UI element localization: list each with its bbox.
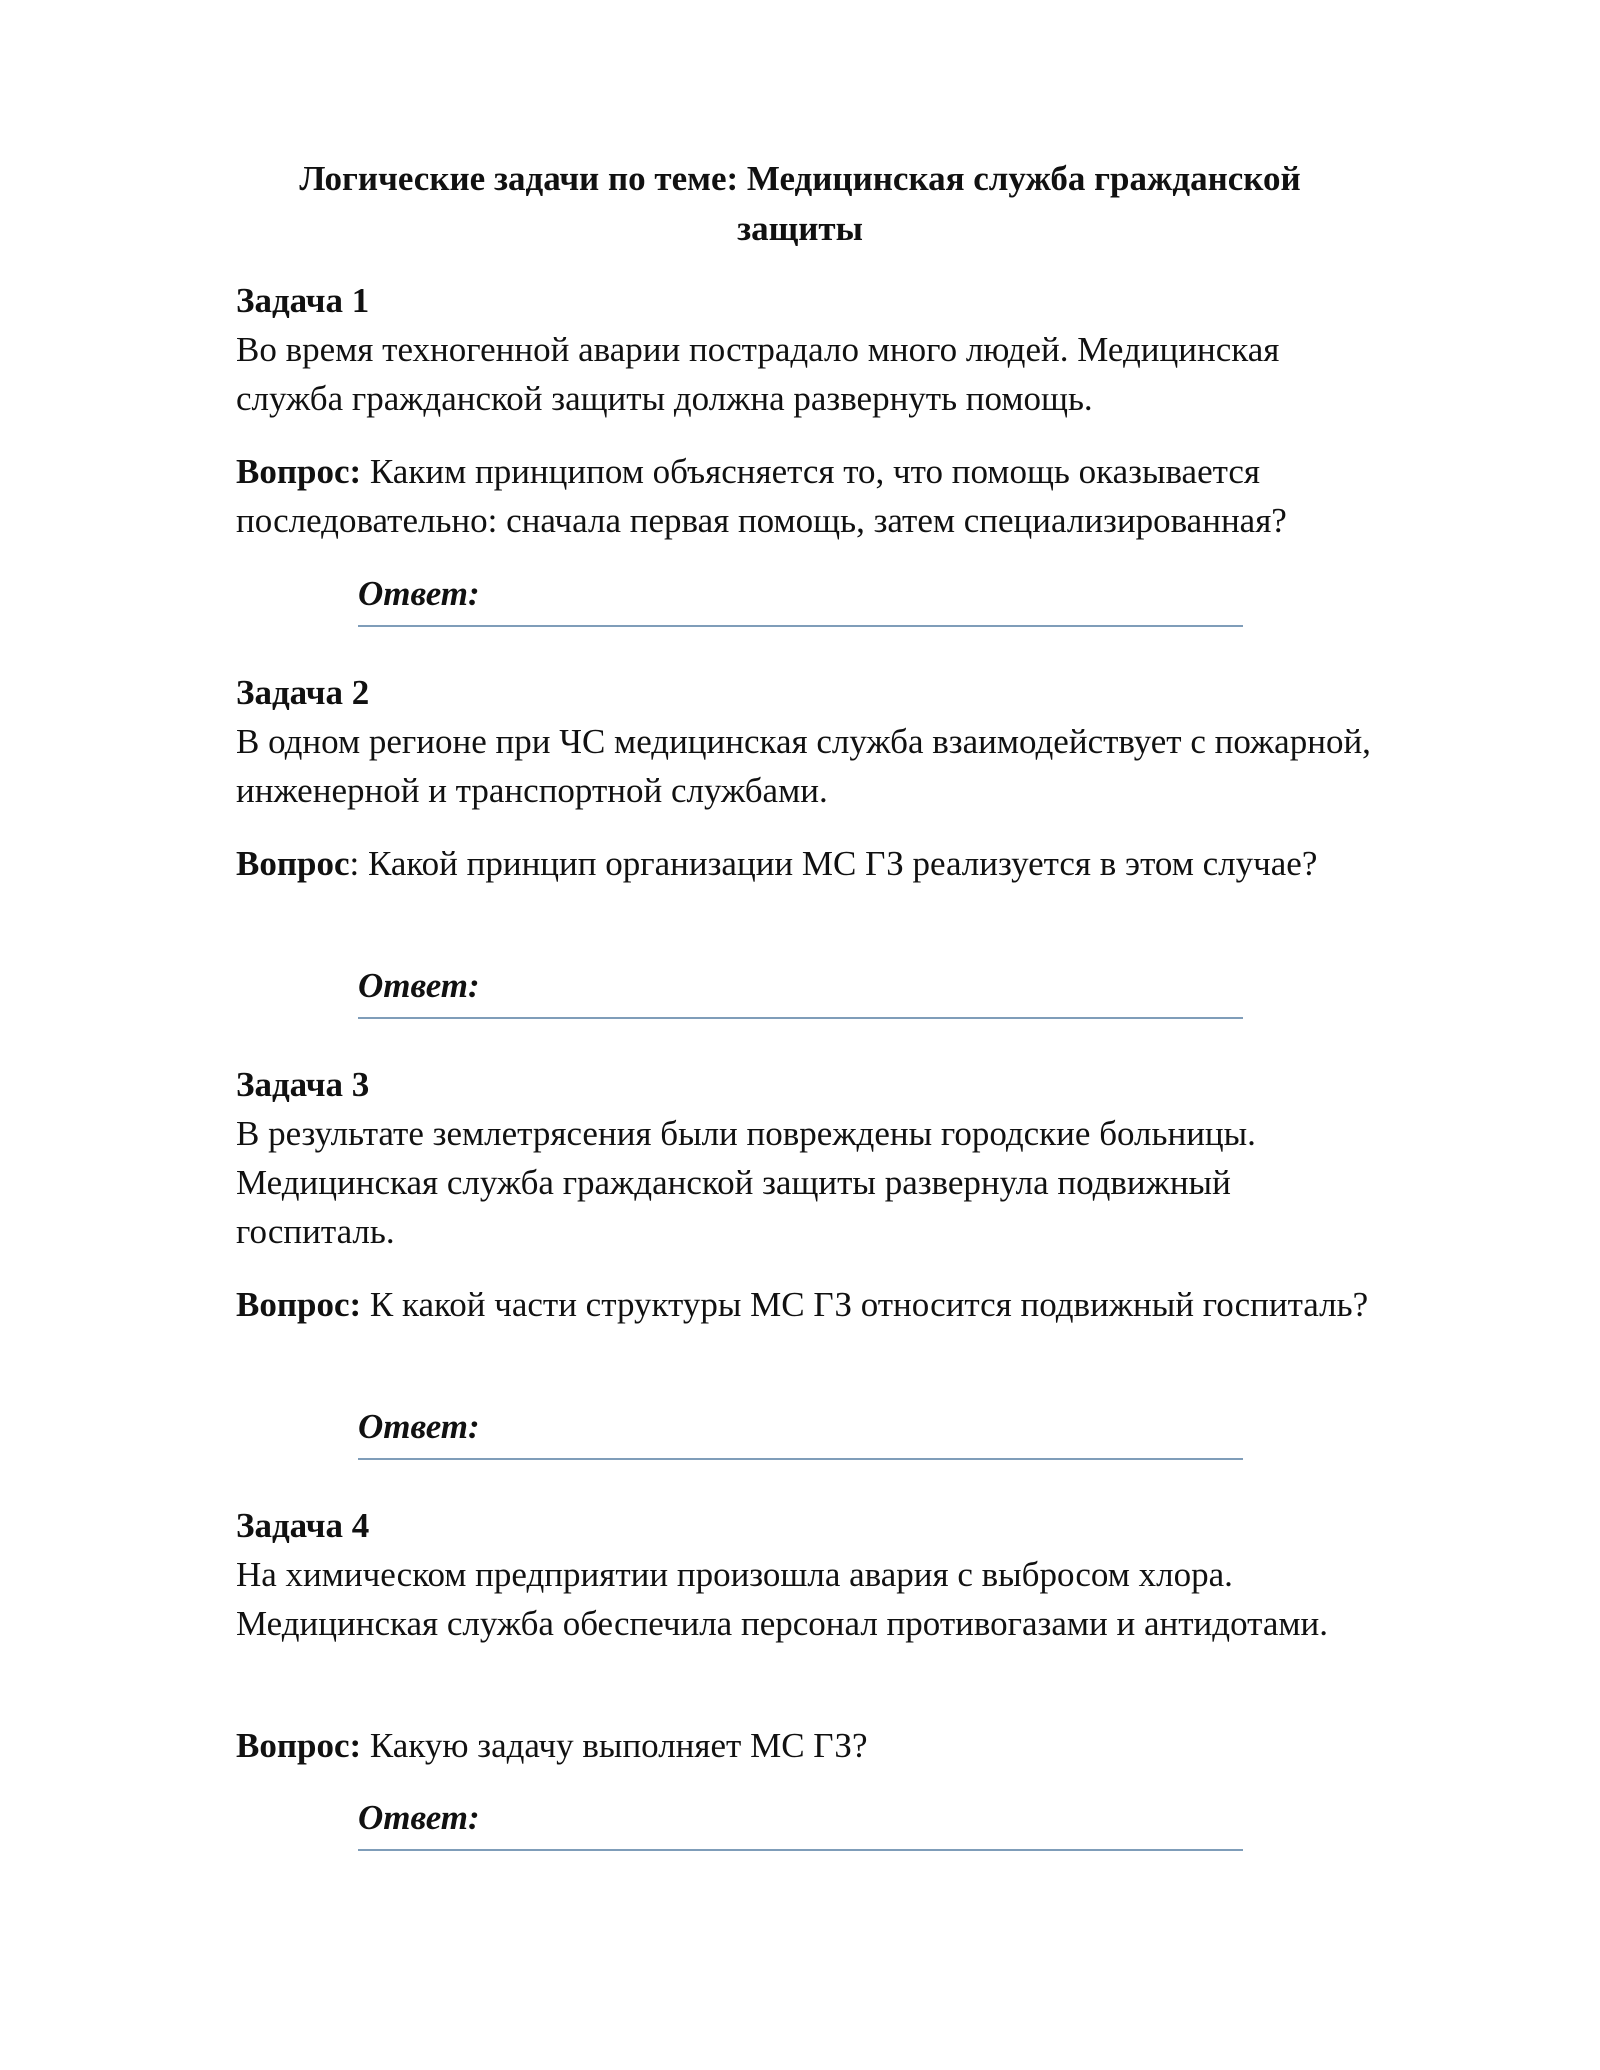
task-1-statement xyxy=(236,276,1376,423)
task-4-text: На химическом предприятии произошла авария с выбросом хлора. Медицинская служба обеспечила персонал противогазами и антидотами. xyxy=(236,1555,1329,1643)
task-2-question-label: Вопрос xyxy=(236,844,350,883)
task-2-statement xyxy=(236,668,1376,815)
task-2-question xyxy=(236,839,1376,888)
task-4-answer-label: Ответ: xyxy=(358,1798,480,1837)
task-4-question xyxy=(236,1721,1376,1770)
task-2-text: В одном регионе при ЧС медицинская служба взаимодействует с пожарной, инженерной и транспортной службами. xyxy=(236,722,1371,810)
task-3-answer-line[interactable] xyxy=(358,1458,1243,1460)
task-4-answer-line[interactable] xyxy=(358,1849,1243,1851)
task-1-text: Во время техногенной аварии пострадало много людей. Медицинская служба гражданской защиты должна развернуть помощь. xyxy=(236,330,1280,418)
task-4-question-label: Вопрос: xyxy=(236,1726,362,1765)
document-title: Логические задачи по теме: Медицинская служба гражданской защиты xyxy=(299,159,1301,248)
task-1-heading: Задача 1 xyxy=(236,281,370,320)
task-3-question-text: К какой части структуры МС ГЗ относится подвижный госпиталь? xyxy=(361,1285,1369,1324)
task-4-heading: Задача 4 xyxy=(236,1506,370,1545)
task-3-text: В результате землетрясения были повреждены городские больницы. Медицинская служба гражданской защиты развернула подвижный госпиталь. xyxy=(236,1114,1256,1251)
task-2-answer-line[interactable] xyxy=(358,1017,1243,1019)
task-2-question-text: : Какой принцип организации МС ГЗ реализуется в этом случае? xyxy=(349,844,1318,883)
task-1-question-text: Каким принципом объясняется то, что помощь оказывается последовательно: сначала первая помощь, затем специализированная? xyxy=(236,452,1287,540)
task-1-question xyxy=(236,447,1376,545)
task-3-question-label: Вопрос: xyxy=(236,1285,362,1324)
task-1-question-label: Вопрос: xyxy=(236,452,362,491)
task-4-statement xyxy=(236,1501,1376,1648)
task-3-statement xyxy=(236,1060,1376,1256)
task-3-answer-label: Ответ: xyxy=(358,1407,480,1446)
task-3-question xyxy=(236,1280,1376,1329)
task-2-answer-label: Ответ: xyxy=(358,966,480,1005)
task-1-answer-label: Ответ: xyxy=(358,574,480,613)
task-4-question-text: Какую задачу выполняет МС ГЗ? xyxy=(361,1726,868,1765)
task-1-answer-line[interactable] xyxy=(358,625,1243,627)
task-3-heading: Задача 3 xyxy=(236,1065,370,1104)
task-2-heading: Задача 2 xyxy=(236,673,370,712)
